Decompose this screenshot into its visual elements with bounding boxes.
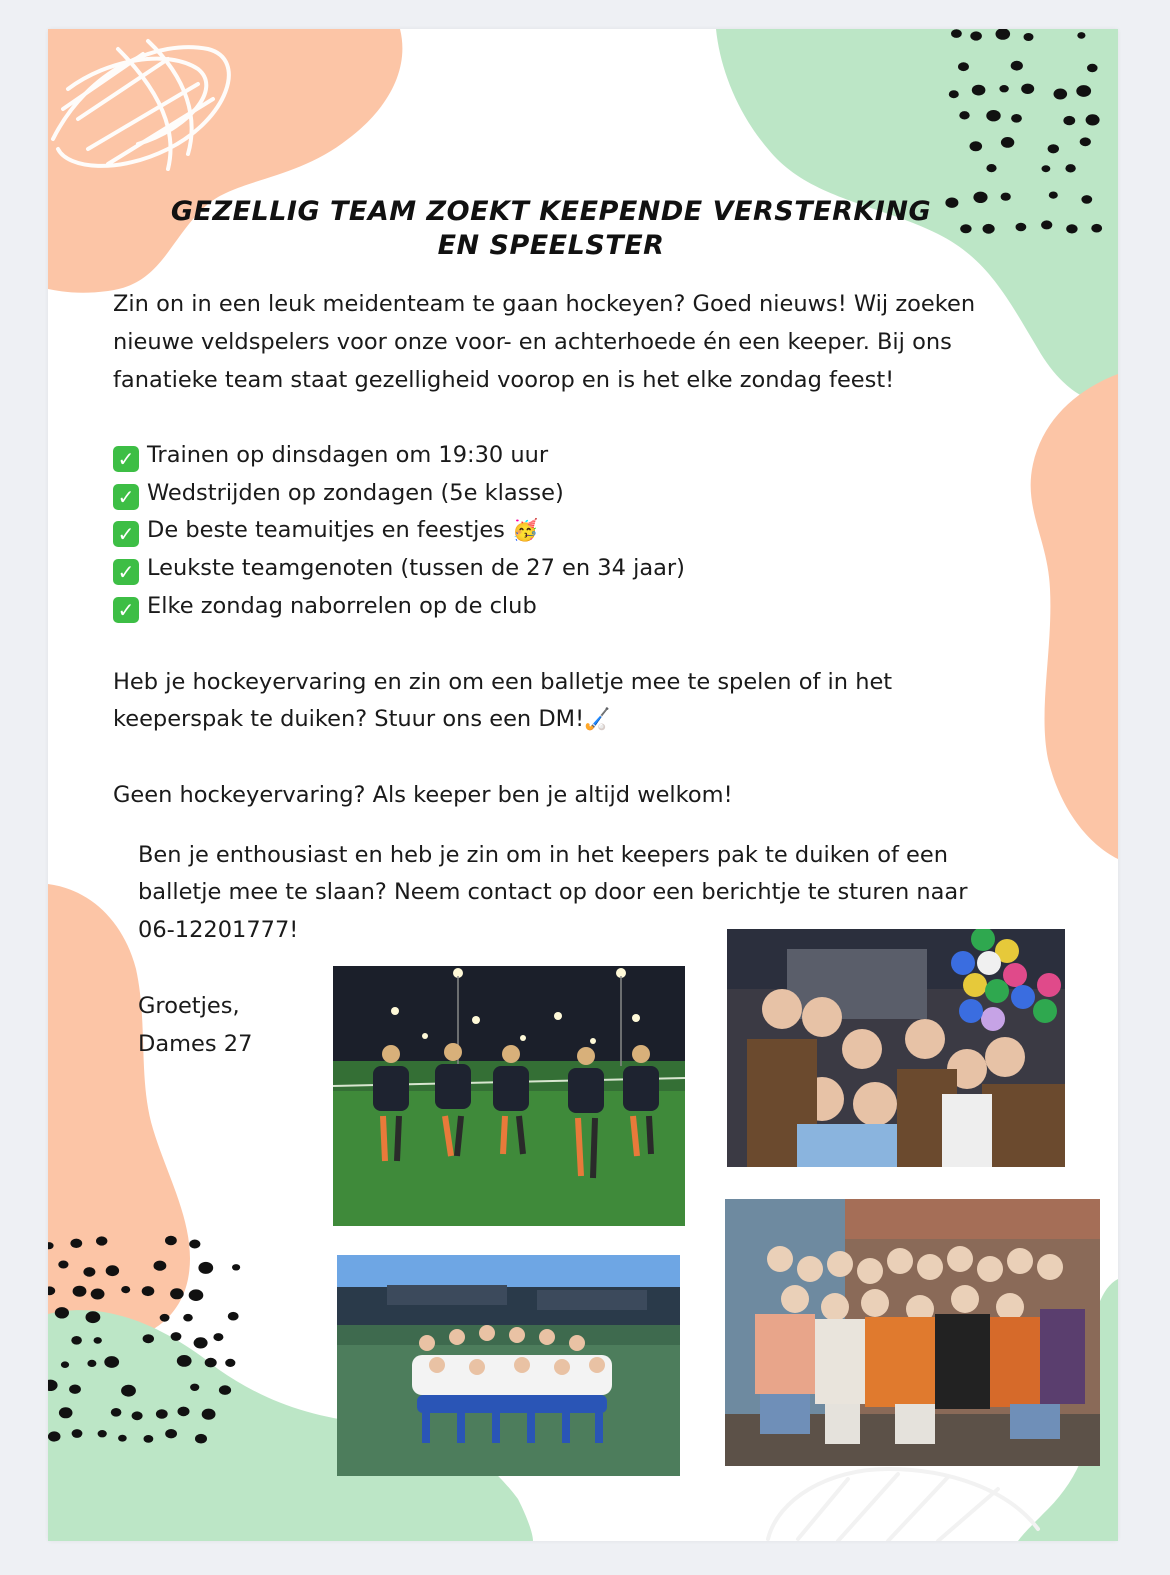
decorative-dot: [949, 90, 959, 98]
decorative-dot: [170, 1288, 184, 1299]
decorative-dot: [219, 1385, 231, 1395]
decorative-dot: [71, 1336, 82, 1345]
decorative-dot: [213, 1333, 223, 1341]
decorative-dot: [142, 1286, 155, 1296]
check-mark-icon: ✓: [113, 484, 139, 510]
check-mark-icon: ✓: [113, 597, 139, 623]
decorative-dot: [61, 1361, 69, 1368]
decorative-dot: [111, 1408, 122, 1417]
decorative-dot: [1054, 89, 1068, 100]
decorative-dot: [1048, 144, 1059, 153]
party-face-icon: 🥳: [512, 518, 539, 542]
decorative-dot: [1011, 61, 1023, 71]
decorative-dot: [202, 1409, 216, 1420]
decorative-dot: [190, 1384, 199, 1391]
decorative-dot: [189, 1240, 200, 1249]
experience-line-1: Heb je hockeyervaring en zin om een balletje mee te spelen of in het: [113, 669, 893, 695]
decorative-dot: [972, 85, 986, 96]
decorative-dot: [98, 1430, 107, 1437]
hockey-stick-icon: 🏑: [584, 707, 611, 731]
checklist-item: [113, 511, 538, 549]
decorative-dot: [94, 1337, 102, 1344]
decorative-dot: [1066, 224, 1077, 233]
checklist-text: Leukste teamgenoten (tussen de 27 en 34 jaar): [147, 555, 685, 581]
decorative-dot: [183, 1314, 193, 1322]
intro-line-3: fanatieke team staat gezelligheid voorop en is het elke zondag feest!: [113, 367, 895, 393]
check-mark-icon: ✓: [113, 446, 139, 472]
decorative-dot: [1011, 114, 1022, 123]
check-mark-icon: ✓: [113, 559, 139, 585]
checklist-item: [113, 587, 537, 625]
peach-blob-bottom-left: [48, 884, 190, 1342]
decorative-dot: [1024, 33, 1034, 41]
decorative-dot: [1091, 224, 1102, 233]
decorative-dot: [48, 1431, 61, 1441]
decorative-dot: [999, 85, 1008, 92]
intro-line-2: nieuwe veldspelers voor onze voor- en achterhoede én een keeper. Bij ons: [113, 329, 952, 355]
decorative-dot: [58, 1261, 68, 1269]
checklist-text: Elke zondag naborrelen op de club: [147, 593, 537, 619]
photo-party-group: [727, 929, 1065, 1167]
photo-team-on-pitch: [337, 1255, 680, 1476]
decorative-dot: [121, 1385, 136, 1397]
decorative-dot: [55, 1307, 69, 1318]
signoff-team-name: Dames 27: [138, 1031, 253, 1057]
decorative-dot: [1081, 195, 1092, 204]
decorative-dot: [143, 1334, 154, 1343]
decorative-dot: [72, 1429, 83, 1438]
intro-line-1: Zin on in een leuk meidenteam te gaan hockeyen? Goed nieuws! Wij zoeken: [113, 291, 976, 317]
decorative-dot: [132, 1411, 143, 1420]
decorative-dot: [59, 1407, 73, 1418]
decorative-dot: [232, 1264, 240, 1270]
decorative-dot: [1086, 114, 1100, 125]
decorative-dot: [1077, 32, 1085, 39]
decorative-dot: [121, 1286, 130, 1293]
contact-line-1: Ben je enthousiast en heb je zin om in het keepers pak te duiken of een: [138, 842, 948, 868]
decorative-dot: [951, 29, 962, 38]
photo-team-outside: [725, 1199, 1100, 1466]
decorative-dot: [1021, 84, 1034, 94]
decorative-dot: [986, 164, 996, 172]
decorative-dot: [144, 1435, 154, 1443]
checklist-item: [113, 549, 685, 587]
decorative-dot: [1076, 85, 1091, 97]
checklist-text: Wedstrijden op zondagen (5e klasse): [147, 480, 564, 506]
decorative-dot: [198, 1262, 213, 1274]
experience-line-2-text: keeperspak te duiken? Stuur ons een DM!: [113, 706, 585, 732]
decorative-dot: [228, 1312, 239, 1321]
decorative-dot: [970, 31, 982, 40]
decorative-dot: [96, 1236, 107, 1245]
decorative-dot: [69, 1385, 81, 1394]
decorative-dot: [106, 1265, 119, 1276]
decorative-dot: [118, 1435, 127, 1442]
decorative-dot: [154, 1261, 167, 1271]
decorative-dot: [958, 62, 969, 71]
decorative-dot: [970, 141, 983, 151]
decorative-dot: [178, 1407, 190, 1417]
experience-line-2: [113, 700, 610, 738]
decorative-dot: [91, 1289, 105, 1300]
decorative-dot: [70, 1239, 82, 1248]
no-experience-line: Geen hockeyervaring? Als keeper ben je altijd welkom!: [113, 782, 733, 808]
contact-line-2: balletje mee te slaan? Neem contact op door een berichtje te sturen naar: [138, 879, 968, 905]
decorative-dot: [195, 1434, 207, 1444]
checklist-text: Trainen op dinsdagen om 19:30 uur: [147, 442, 549, 468]
decorative-dot: [1087, 64, 1098, 72]
contact-phone-line: 06-12201777!: [138, 917, 299, 943]
decorative-dot: [160, 1314, 170, 1322]
flyer-page: [48, 29, 1118, 1541]
checklist-item: [113, 474, 564, 512]
decorative-dot: [177, 1355, 192, 1367]
decorative-dot: [225, 1359, 235, 1367]
decorative-dot: [205, 1358, 217, 1368]
checklist-text: De beste teamuitjes en feestjes: [147, 517, 513, 543]
decorative-dot: [86, 1311, 101, 1323]
decorative-dot: [83, 1267, 95, 1277]
decorative-dot: [165, 1236, 177, 1246]
decorative-dot: [1042, 165, 1051, 172]
decorative-dot: [986, 110, 1000, 121]
decorative-dot: [959, 111, 969, 119]
flyer-title-line-1: GEZELLIG TEAM ZOEKT KEEPENDE VERSTERKING: [170, 196, 932, 227]
decorative-dot: [1001, 137, 1014, 148]
check-mark-icon: ✓: [113, 521, 139, 547]
peach-blob-right: [1031, 374, 1118, 859]
decorative-dot: [156, 1409, 168, 1418]
decorative-dot: [194, 1337, 208, 1348]
checklist-item: [113, 436, 548, 474]
decorative-dot: [189, 1289, 204, 1301]
decorative-dot: [104, 1356, 119, 1368]
photo-night-training: [333, 966, 685, 1226]
decorative-dot: [87, 1360, 96, 1367]
decorative-dot: [1065, 164, 1075, 172]
scribble-bottom-right: [768, 1469, 1038, 1541]
decorative-dot: [171, 1332, 182, 1341]
decorative-dot: [73, 1286, 87, 1297]
decorative-dot: [1063, 116, 1075, 125]
decorative-dot: [165, 1429, 177, 1438]
decorative-dot: [1080, 137, 1091, 146]
signoff-greeting: Groetjes,: [138, 993, 240, 1019]
flyer-title-line-2: EN SPEELSTER: [437, 230, 665, 261]
